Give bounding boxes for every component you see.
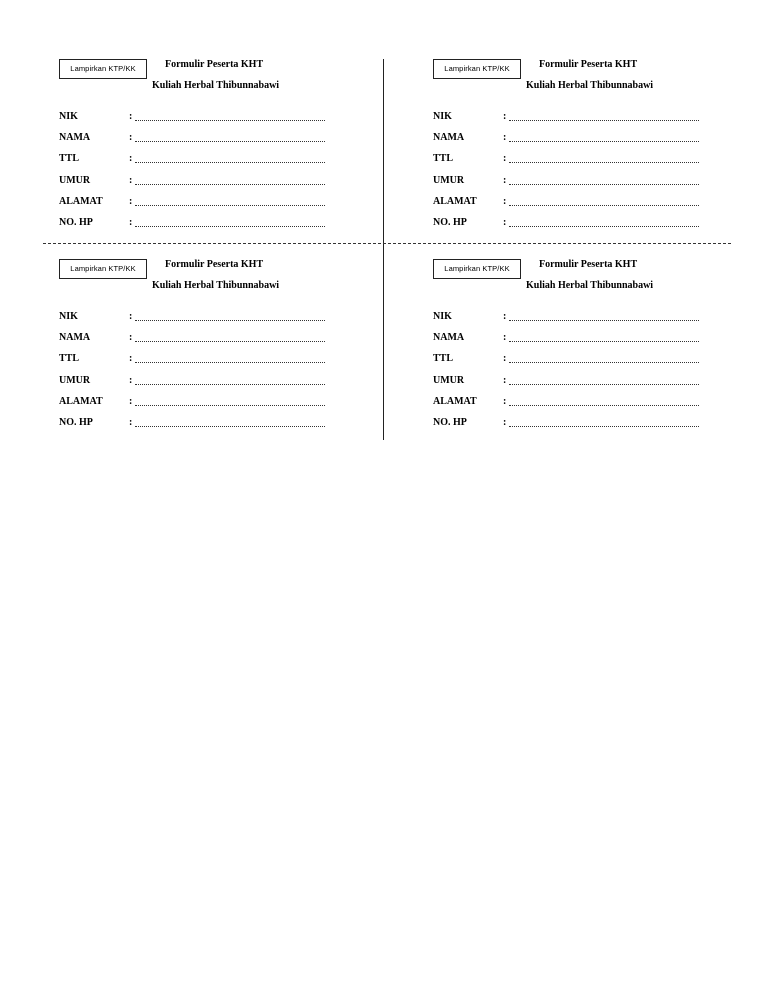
field-label: NAMA [59, 332, 91, 343]
field-separator: : [129, 153, 133, 164]
alamat-field[interactable] [59, 395, 329, 409]
field-label: ALAMAT [59, 196, 103, 207]
nik-field[interactable] [433, 110, 703, 124]
fill-line[interactable] [135, 320, 325, 321]
field-label: NO. HP [433, 217, 467, 228]
form-title: Formulir Peserta KHT [165, 259, 264, 270]
attach-id-box: Lampirkan KTP/KK [433, 59, 521, 79]
nama-field[interactable] [433, 131, 703, 145]
nik-field[interactable] [59, 310, 329, 324]
field-label: UMUR [433, 175, 465, 186]
attach-id-box: Lampirkan KTP/KK [433, 259, 521, 279]
field-label: NIK [59, 111, 78, 122]
registration-form-top-left [59, 57, 379, 237]
field-label: NO. HP [59, 417, 93, 428]
umur-field[interactable] [433, 374, 703, 388]
field-separator: : [503, 311, 507, 322]
fill-line[interactable] [135, 226, 325, 227]
field-separator: : [129, 311, 133, 322]
fill-line[interactable] [135, 405, 325, 406]
field-separator: : [129, 375, 133, 386]
field-separator: : [129, 196, 133, 207]
nama-field[interactable] [59, 331, 329, 345]
field-label: UMUR [59, 175, 91, 186]
fill-line[interactable] [135, 384, 325, 385]
umur-field[interactable] [433, 174, 703, 188]
field-label: TTL [433, 153, 454, 164]
form-subtitle: Kuliah Herbal Thibunnabawi [152, 280, 280, 291]
registration-form-top-right [433, 57, 753, 237]
field-separator: : [503, 417, 507, 428]
nama-field[interactable] [433, 331, 703, 345]
nik-field[interactable] [433, 310, 703, 324]
field-separator: : [503, 217, 507, 228]
attach-id-box: Lampirkan KTP/KK [59, 259, 147, 279]
fill-line[interactable] [135, 184, 325, 185]
field-separator: : [129, 175, 133, 186]
fill-line[interactable] [509, 120, 699, 121]
field-separator: : [129, 132, 133, 143]
no-hp-field[interactable] [433, 216, 703, 230]
field-separator: : [503, 196, 507, 207]
ttl-field[interactable] [59, 352, 329, 366]
horizontal-cut-line [43, 243, 731, 244]
field-separator: : [129, 332, 133, 343]
fill-line[interactable] [135, 426, 325, 427]
field-label: NIK [433, 311, 452, 322]
fill-line[interactable] [509, 341, 699, 342]
field-separator: : [503, 132, 507, 143]
field-label: ALAMAT [59, 396, 103, 407]
field-separator: : [129, 353, 133, 364]
field-separator: : [129, 417, 133, 428]
fill-line[interactable] [509, 184, 699, 185]
field-label: TTL [59, 353, 80, 364]
field-separator: : [503, 353, 507, 364]
field-separator: : [503, 396, 507, 407]
alamat-field[interactable] [433, 195, 703, 209]
fill-line[interactable] [135, 362, 325, 363]
vertical-cut-line [383, 59, 384, 440]
fill-line[interactable] [135, 162, 325, 163]
fill-line[interactable] [509, 384, 699, 385]
umur-field[interactable] [59, 174, 329, 188]
nik-field[interactable] [59, 110, 329, 124]
field-separator: : [129, 396, 133, 407]
registration-form-bottom-left [59, 257, 379, 437]
fill-line[interactable] [509, 320, 699, 321]
field-label: NAMA [59, 132, 91, 143]
field-separator: : [503, 153, 507, 164]
field-separator: : [129, 111, 133, 122]
ttl-field[interactable] [433, 352, 703, 366]
fill-line[interactable] [135, 341, 325, 342]
no-hp-field[interactable] [59, 416, 329, 430]
fill-line[interactable] [509, 405, 699, 406]
field-label: NO. HP [433, 417, 467, 428]
fill-line[interactable] [135, 120, 325, 121]
field-separator: : [503, 175, 507, 186]
ttl-field[interactable] [59, 152, 329, 166]
ttl-field[interactable] [433, 152, 703, 166]
alamat-field[interactable] [433, 395, 703, 409]
field-label: UMUR [433, 375, 465, 386]
field-label: TTL [59, 153, 80, 164]
field-separator: : [503, 332, 507, 343]
registration-form-bottom-right [433, 257, 753, 437]
field-label: NAMA [433, 132, 465, 143]
fill-line[interactable] [135, 205, 325, 206]
attach-id-box: Lampirkan KTP/KK [59, 59, 147, 79]
fill-line[interactable] [509, 162, 699, 163]
no-hp-field[interactable] [433, 416, 703, 430]
fill-line[interactable] [509, 205, 699, 206]
nama-field[interactable] [59, 131, 329, 145]
form-subtitle: Kuliah Herbal Thibunnabawi [526, 80, 654, 91]
field-label: NIK [59, 311, 78, 322]
no-hp-field[interactable] [59, 216, 329, 230]
field-label: ALAMAT [433, 196, 477, 207]
form-subtitle: Kuliah Herbal Thibunnabawi [526, 280, 654, 291]
form-title: Formulir Peserta KHT [165, 59, 264, 70]
field-separator: : [503, 375, 507, 386]
field-label: NIK [433, 111, 452, 122]
field-label: UMUR [59, 375, 91, 386]
fill-line[interactable] [509, 141, 699, 142]
form-title: Formulir Peserta KHT [539, 259, 638, 270]
field-label: NAMA [433, 332, 465, 343]
umur-field[interactable] [59, 374, 329, 388]
fill-line[interactable] [509, 362, 699, 363]
field-label: ALAMAT [433, 396, 477, 407]
field-label: NO. HP [59, 217, 93, 228]
field-separator: : [503, 111, 507, 122]
fill-line[interactable] [135, 141, 325, 142]
fill-line[interactable] [509, 226, 699, 227]
form-subtitle: Kuliah Herbal Thibunnabawi [152, 80, 280, 91]
fill-line[interactable] [509, 426, 699, 427]
field-label: TTL [433, 353, 454, 364]
form-title: Formulir Peserta KHT [539, 59, 638, 70]
field-separator: : [129, 217, 133, 228]
alamat-field[interactable] [59, 195, 329, 209]
